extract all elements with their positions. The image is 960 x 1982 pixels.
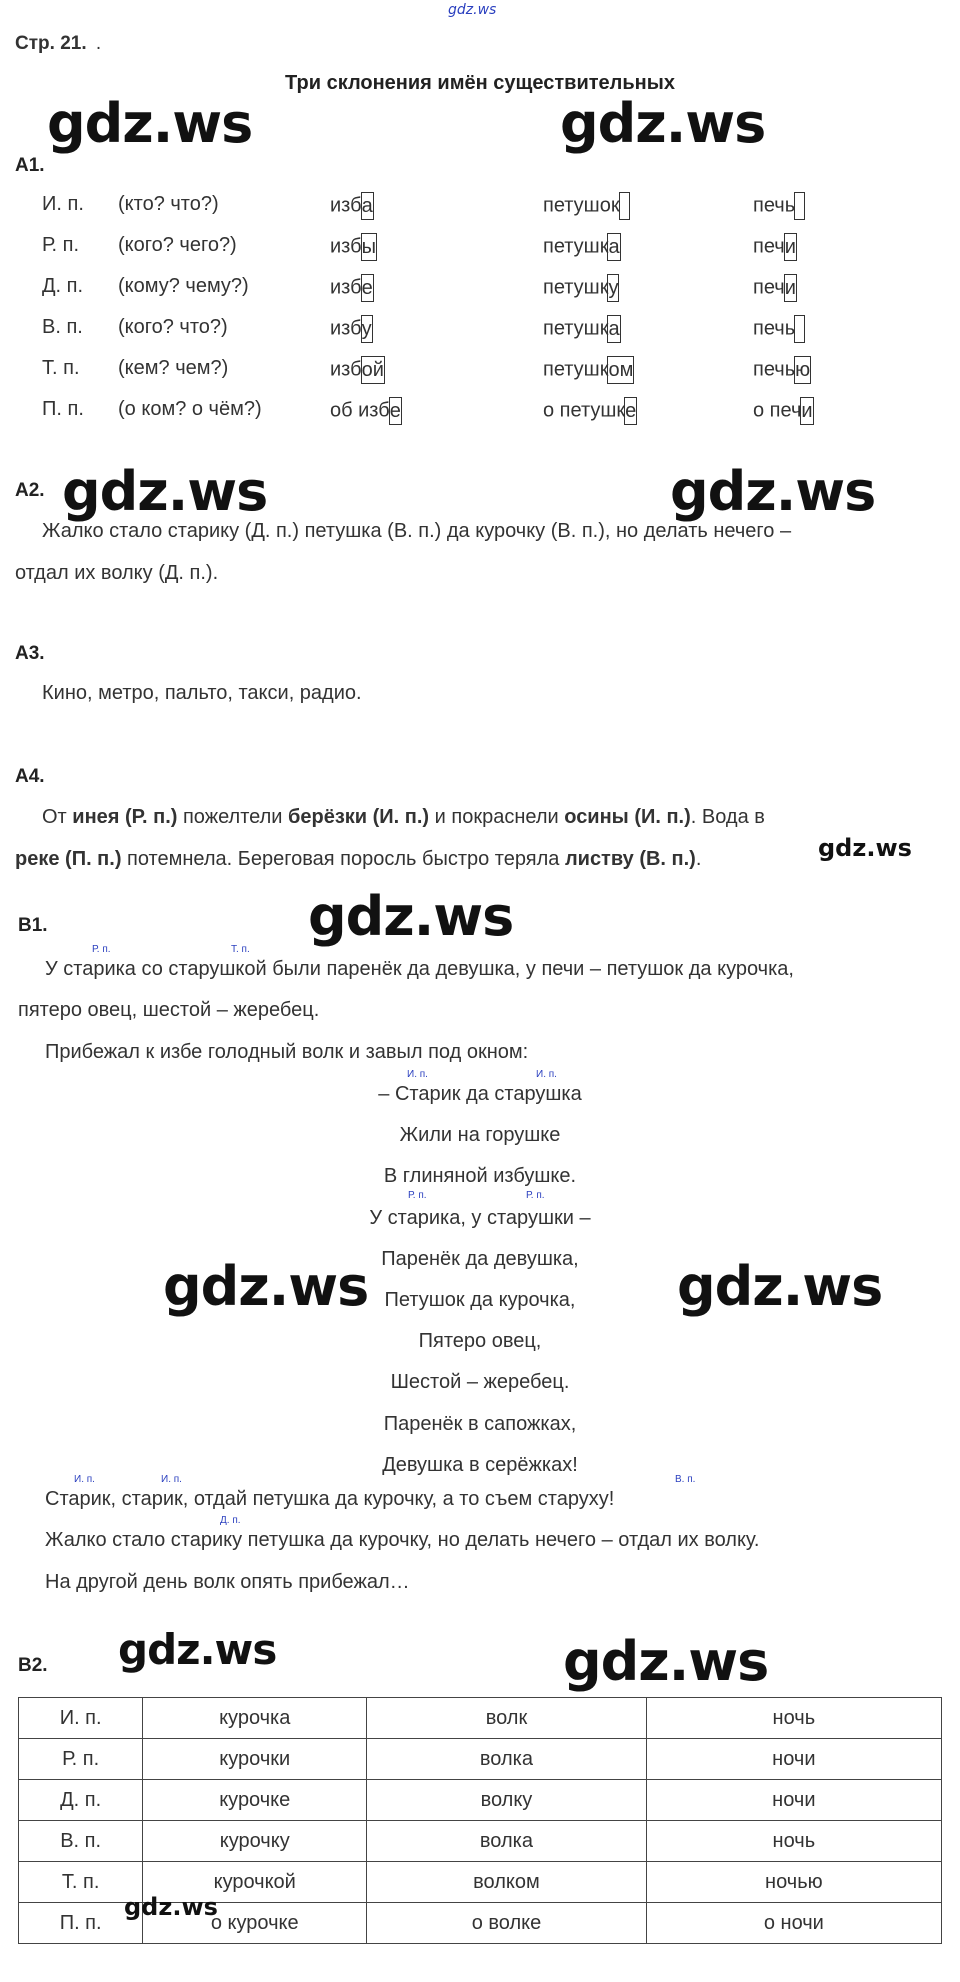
- section-a2-label: А2.: [15, 480, 45, 501]
- word-stem: о печ: [753, 399, 802, 422]
- ending-box: ой: [361, 356, 385, 384]
- ending-box: [794, 192, 805, 220]
- page-label: [15, 32, 101, 56]
- a1-case: В. п.: [42, 316, 83, 338]
- a2-line1: Жалко стало старику (Д. п.) петушка (В. п.) да курочку (В. п.), но делать нечего –: [42, 520, 792, 542]
- a1-case: Д. п.: [42, 275, 84, 297]
- word-cell: ночь: [646, 1821, 941, 1862]
- case-cell: П. п.: [19, 1903, 143, 1944]
- word-cell: курочки: [143, 1739, 367, 1780]
- word-cell: волком: [367, 1862, 646, 1903]
- a1-word: [753, 397, 814, 425]
- ending-box: у: [607, 274, 619, 302]
- a4-text: . Вода в: [690, 806, 765, 828]
- word-stem: о петушк: [543, 399, 626, 422]
- word-cell: курочкой: [143, 1862, 367, 1903]
- b1-line5: Жалко стало старику петушка да курочку, но делать нечего – отдал их волку.: [45, 1529, 760, 1551]
- poem-line: Пятеро овец,: [418, 1330, 542, 1353]
- section-b2-label: В2.: [18, 1655, 48, 1676]
- a1-case: И. п.: [42, 193, 84, 215]
- word-stem: изб: [330, 194, 362, 217]
- table-row: [19, 1698, 942, 1739]
- a2-line2: отдал их волку (Д. п.).: [15, 562, 219, 584]
- case-annotation: В. п.: [675, 1474, 696, 1485]
- a1-word: [330, 233, 377, 261]
- word-cell: волка: [367, 1739, 646, 1780]
- a1-question: (кого? что?): [118, 316, 228, 338]
- a1-word: [753, 274, 797, 302]
- word-stem: печ: [753, 276, 785, 299]
- a1-case: П. п.: [42, 398, 84, 420]
- word-stem: петушк: [543, 317, 609, 340]
- word-stem: петушок: [543, 194, 620, 217]
- a1-question: (кому? чему?): [118, 275, 249, 297]
- word-cell: о ночи: [646, 1903, 941, 1944]
- ending-box: е: [389, 397, 402, 425]
- ending-box: и: [800, 397, 813, 425]
- a4-text: .: [695, 848, 702, 870]
- word-cell: ночь: [646, 1698, 941, 1739]
- table-row: [19, 1739, 942, 1780]
- watermark: gdz.ws: [563, 1630, 769, 1693]
- poem-line: Жили на горушке: [399, 1124, 561, 1147]
- word-stem: печь: [753, 194, 796, 217]
- section-a3-label: А3.: [15, 643, 45, 664]
- ending-box: [619, 192, 630, 220]
- word-cell: волк: [367, 1698, 646, 1739]
- b1-line1: У старика со старушкой были паренёк да девушка, у печи – петушок да курочка,: [45, 958, 794, 980]
- ending-box: а: [607, 233, 620, 261]
- a1-word: [753, 356, 811, 384]
- ending-box: и: [784, 233, 797, 261]
- page-dot: .: [95, 33, 102, 54]
- word-stem: изб: [330, 235, 362, 258]
- a1-case: Т. п.: [42, 357, 80, 379]
- section-a1-label: А1.: [15, 155, 45, 176]
- case-cell: Д. п.: [19, 1780, 143, 1821]
- case-annotation: Р. п.: [408, 1190, 427, 1201]
- a3-text: Кино, метро, пальто, такси, радио.: [42, 682, 362, 704]
- a1-word: [753, 233, 797, 261]
- a4-bold-word: осины (И. п.): [564, 806, 691, 828]
- watermark: gdz.ws: [124, 1893, 218, 1921]
- a1-word: [543, 356, 634, 384]
- watermark: gdz.ws: [818, 834, 912, 862]
- section-b1-label: В1.: [18, 915, 48, 936]
- b1-line4: Старик, старик, отдай петушка да курочку, а то съем старуху!: [45, 1488, 615, 1510]
- ending-box: а: [361, 192, 374, 220]
- a4-bold-word: реке (П. п.): [15, 848, 122, 870]
- case-annotation: И. п.: [74, 1474, 95, 1485]
- a1-word: [543, 233, 621, 261]
- case-annotation: И. п.: [407, 1069, 428, 1080]
- ending-box: е: [361, 274, 374, 302]
- a1-word: [330, 192, 374, 220]
- word-cell: ночи: [646, 1739, 941, 1780]
- case-annotation: Р. п.: [526, 1190, 545, 1201]
- case-cell: Т. п.: [19, 1862, 143, 1903]
- a4-line1: [42, 805, 765, 829]
- a1-word: [753, 192, 805, 220]
- word-cell: курочке: [143, 1780, 367, 1821]
- watermark: gdz.ws: [47, 92, 253, 155]
- ending-box: [794, 315, 805, 343]
- word-cell: волку: [367, 1780, 646, 1821]
- a1-case: Р. п.: [42, 234, 80, 256]
- poem-line: Паренёк да девушка,: [381, 1247, 579, 1270]
- page-number: Стр. 21.: [15, 33, 87, 54]
- ending-box: у: [361, 315, 373, 343]
- a4-bold-word: инея (Р. п.): [72, 806, 178, 828]
- word-stem: изб: [330, 358, 362, 381]
- a4-text: пожелтели: [177, 806, 289, 828]
- a1-question: (кого? чего?): [118, 234, 237, 256]
- a4-bold-word: берёзки (И. п.): [288, 806, 430, 828]
- poem-line: Шестой – жеребец.: [390, 1371, 570, 1394]
- a1-question: (кто? что?): [118, 193, 219, 215]
- a1-word: [543, 274, 619, 302]
- watermark: gdz.ws: [308, 885, 514, 948]
- case-annotation: Р. п.: [92, 944, 111, 955]
- a4-text: потемнела. Береговая поросль быстро теряла: [121, 848, 565, 870]
- word-cell: ночи: [646, 1780, 941, 1821]
- a1-word: [330, 315, 373, 343]
- ending-box: ы: [361, 233, 377, 261]
- ending-box: ю: [794, 356, 811, 384]
- watermark: gdz.ws: [670, 460, 876, 523]
- poem-line: – Старик да старушка: [378, 1083, 582, 1105]
- a1-question: (о ком? о чём?): [118, 398, 262, 420]
- word-cell: курочку: [143, 1821, 367, 1862]
- word-cell: о курочке: [143, 1903, 367, 1944]
- b1-line3: Прибежал к избе голодный волк и завыл под окном:: [45, 1041, 529, 1063]
- a1-word: [330, 356, 385, 384]
- word-stem: петушк: [543, 235, 609, 258]
- ending-box: и: [784, 274, 797, 302]
- watermark: gdz.ws: [560, 92, 766, 155]
- case-annotation: И. п.: [161, 1474, 182, 1485]
- word-stem: печь: [753, 317, 796, 340]
- a1-word: [543, 397, 637, 425]
- word-cell: курочка: [143, 1698, 367, 1739]
- case-cell: В. п.: [19, 1821, 143, 1862]
- a1-word: [543, 192, 630, 220]
- top-watermark: gdz.ws: [448, 2, 497, 18]
- watermark: gdz.ws: [62, 460, 268, 523]
- word-stem: об изб: [330, 399, 390, 422]
- word-stem: изб: [330, 317, 362, 340]
- b1-line2: пятеро овец, шестой – жеребец.: [18, 999, 320, 1021]
- watermark: gdz.ws: [163, 1255, 369, 1318]
- a4-line2: [15, 847, 701, 871]
- a1-question: (кем? чем?): [118, 357, 229, 379]
- poem-line: Петушок да курочка,: [384, 1289, 576, 1311]
- word-cell: ночью: [646, 1862, 941, 1903]
- watermark: gdz.ws: [118, 1625, 277, 1674]
- watermark: gdz.ws: [677, 1255, 883, 1318]
- a4-text: и покраснели: [429, 806, 565, 828]
- poem-line: Девушка в серёжках!: [382, 1453, 578, 1476]
- poem-line: Паренёк в сапожках,: [383, 1412, 577, 1435]
- a4-bold-word: листву (В. п.): [564, 848, 696, 870]
- word-stem: петушк: [543, 358, 609, 381]
- section-a4-label: А4.: [15, 766, 45, 787]
- word-cell: волка: [367, 1821, 646, 1862]
- b1-line6: На другой день волк опять прибежал…: [45, 1571, 410, 1593]
- ending-box: ом: [607, 356, 634, 384]
- a1-word: [543, 315, 621, 343]
- case-annotation: Д. п.: [220, 1515, 241, 1526]
- ending-box: е: [624, 397, 637, 425]
- word-stem: петушк: [543, 276, 609, 299]
- word-stem: печь: [753, 358, 796, 381]
- word-stem: изб: [330, 276, 362, 299]
- table-row: [19, 1780, 942, 1821]
- a1-word: [330, 397, 402, 425]
- table-row: [19, 1821, 942, 1862]
- ending-box: а: [607, 315, 620, 343]
- poem-line: У старика, у старушки –: [369, 1206, 591, 1229]
- poem-line: В глиняной избушке.: [383, 1165, 577, 1188]
- page-title: Три склонения имён существительных: [285, 72, 675, 94]
- a1-word: [753, 315, 805, 343]
- case-cell: И. п.: [19, 1698, 143, 1739]
- case-annotation: И. п.: [536, 1069, 557, 1080]
- case-annotation: Т. п.: [231, 944, 250, 955]
- word-cell: о волке: [367, 1903, 646, 1944]
- a1-word: [330, 274, 374, 302]
- word-stem: печ: [753, 235, 785, 258]
- a4-text: От: [42, 806, 73, 828]
- case-cell: Р. п.: [19, 1739, 143, 1780]
